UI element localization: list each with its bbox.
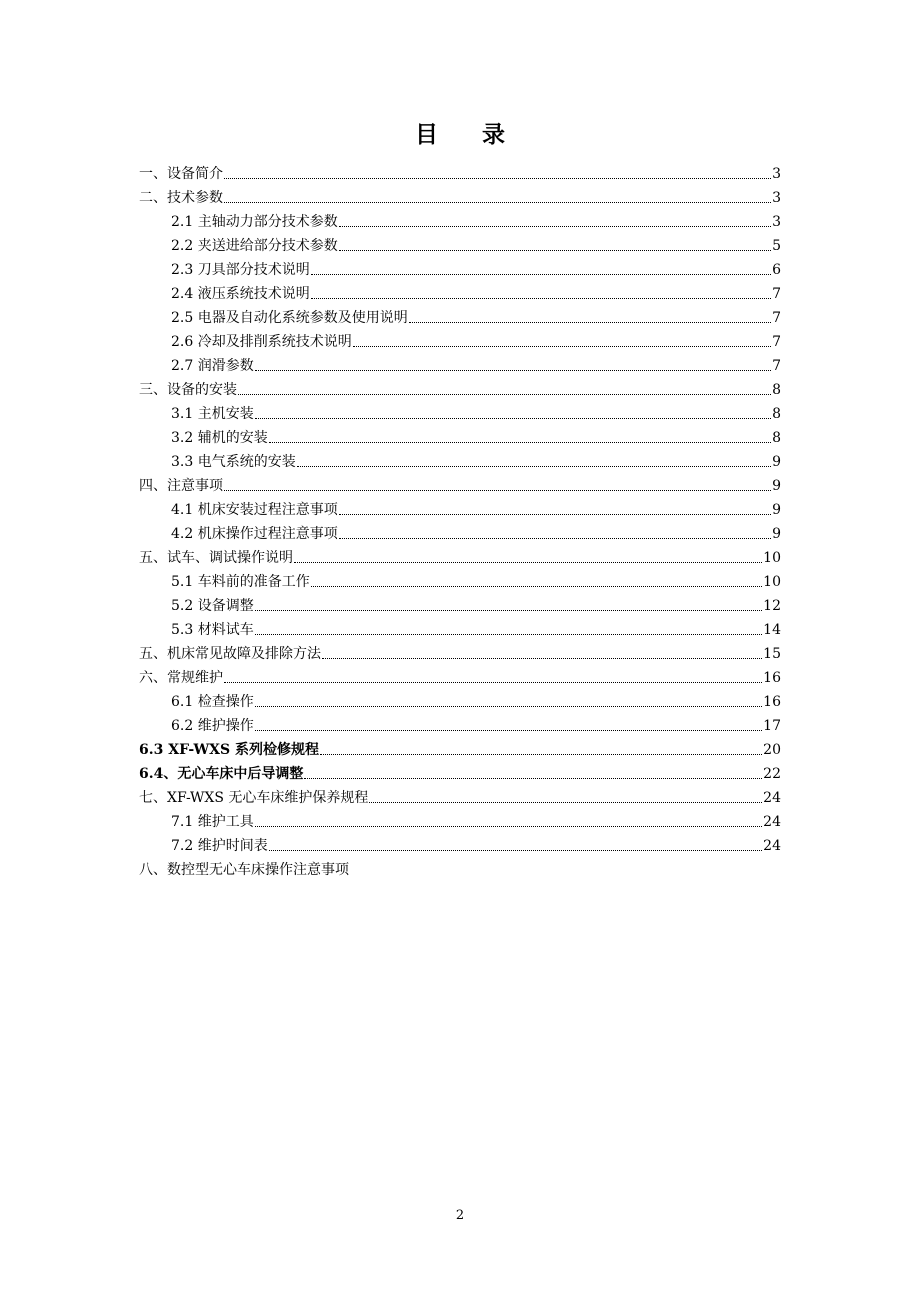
toc-entry[interactable] bbox=[139, 784, 781, 808]
toc-entry-page: 24 bbox=[763, 814, 781, 830]
toc-entry-page: 6 bbox=[772, 262, 781, 278]
toc-entry-title: 5.1 车料前的准备工作 bbox=[171, 574, 310, 590]
toc-entry[interactable] bbox=[139, 808, 781, 832]
toc-entry[interactable] bbox=[139, 712, 781, 736]
toc-entry-page: 8 bbox=[772, 430, 781, 446]
dot-leader bbox=[339, 513, 771, 515]
dot-leader bbox=[224, 681, 762, 683]
toc-entry[interactable] bbox=[139, 256, 781, 280]
toc-entry-title: 7.2 维护时间表 bbox=[171, 838, 268, 854]
toc-entry-page: 12 bbox=[763, 598, 781, 614]
dot-leader bbox=[255, 633, 762, 635]
toc-entry-title: 2.3 刀具部分技术说明 bbox=[171, 262, 310, 278]
toc-entry-page: 20 bbox=[763, 742, 781, 758]
toc-entry[interactable] bbox=[139, 208, 781, 232]
toc-entry[interactable] bbox=[139, 760, 781, 784]
dot-leader bbox=[269, 441, 771, 443]
dot-leader bbox=[255, 609, 762, 611]
toc-entry-title: 3.3 电气系统的安装 bbox=[171, 454, 296, 470]
toc-entry[interactable] bbox=[139, 184, 781, 208]
toc-entry-page: 7 bbox=[772, 286, 781, 302]
toc-entry[interactable] bbox=[139, 520, 781, 544]
toc-entry-title: 五、机床常见故障及排除方法 bbox=[139, 646, 321, 662]
toc-entry-page: 9 bbox=[772, 502, 781, 518]
toc-entry-page: 22 bbox=[763, 766, 781, 782]
toc-entry-title: 5.3 材料试车 bbox=[171, 622, 254, 638]
toc-entry-title: 2.6 冷却及排削系统技术说明 bbox=[171, 334, 352, 350]
toc-entry-page: 9 bbox=[772, 526, 781, 542]
toc-entry[interactable] bbox=[139, 592, 781, 616]
toc-entry-page: 7 bbox=[772, 358, 781, 374]
toc-title: 目 录 bbox=[414, 121, 523, 148]
toc-entry[interactable] bbox=[139, 352, 781, 376]
toc-entry[interactable] bbox=[139, 664, 781, 688]
dot-leader bbox=[311, 297, 771, 299]
toc-entry-page: 10 bbox=[763, 550, 781, 566]
toc-entry-page: 5 bbox=[772, 238, 781, 254]
toc-entry[interactable] bbox=[139, 616, 781, 640]
dot-leader bbox=[224, 201, 771, 203]
toc-entry-title: 3.1 主机安装 bbox=[171, 406, 254, 422]
toc-entry-page: 15 bbox=[763, 646, 781, 662]
toc-entry-title: 3.2 辅机的安装 bbox=[171, 430, 268, 446]
toc-entry-title: 一、设备简介 bbox=[139, 166, 223, 182]
toc-entry-title: 7.1 维护工具 bbox=[171, 814, 254, 830]
page-number: 2 bbox=[455, 1208, 465, 1223]
toc-entry-page: 24 bbox=[763, 790, 781, 806]
toc-entry-page: 3 bbox=[772, 190, 781, 206]
toc-entry-page: 17 bbox=[763, 718, 781, 734]
toc-entry-title: 五、试车、调试操作说明 bbox=[139, 550, 293, 566]
dot-leader bbox=[255, 729, 762, 731]
dot-leader bbox=[238, 393, 771, 395]
toc-entry[interactable] bbox=[139, 232, 781, 256]
toc-entry[interactable] bbox=[139, 496, 781, 520]
toc-entry-page: 7 bbox=[772, 310, 781, 326]
toc-entry-title: 6.4、无心车床中后导调整 bbox=[139, 766, 304, 782]
toc-entry-title: 2.1 主轴动力部分技术参数 bbox=[171, 214, 338, 230]
toc-entry-title: 七、XF-WXS 无心车床维护保养规程 bbox=[139, 790, 369, 806]
toc-entry[interactable] bbox=[139, 640, 781, 664]
dot-leader bbox=[320, 753, 762, 755]
toc-entry-title: 6.1 检查操作 bbox=[171, 694, 254, 710]
dot-leader bbox=[255, 417, 771, 419]
dot-leader bbox=[339, 249, 771, 251]
toc-entry-page: 16 bbox=[763, 670, 781, 686]
toc-entry-page: 3 bbox=[772, 214, 781, 230]
toc-entry-title: 4.2 机床操作过程注意事项 bbox=[171, 526, 338, 542]
toc-entry[interactable] bbox=[139, 472, 781, 496]
toc-entry-page: 16 bbox=[763, 694, 781, 710]
toc-entry[interactable] bbox=[139, 400, 781, 424]
toc-entry[interactable] bbox=[139, 424, 781, 448]
dot-leader bbox=[304, 777, 762, 779]
toc-entry-title: 5.2 设备调整 bbox=[171, 598, 254, 614]
toc-entry-title: 六、常规维护 bbox=[139, 670, 223, 686]
toc-entry[interactable] bbox=[139, 304, 781, 328]
dot-leader bbox=[297, 465, 771, 467]
dot-leader bbox=[224, 177, 771, 179]
toc-entry-title: 6.3 XF-WXS 系列检修规程 bbox=[139, 742, 320, 758]
toc-entry-title: 二、技术参数 bbox=[139, 190, 223, 206]
toc-entry-page: 7 bbox=[772, 334, 781, 350]
toc-entry[interactable] bbox=[139, 544, 781, 568]
toc-entry-title: 2.7 润滑参数 bbox=[171, 358, 254, 374]
dot-leader bbox=[311, 273, 771, 275]
toc-entry[interactable] bbox=[139, 736, 781, 760]
toc-entry-page: 24 bbox=[763, 838, 781, 854]
toc-entry-title: 八、数控型无心车床操作注意事项 bbox=[139, 862, 349, 878]
dot-leader bbox=[339, 225, 771, 227]
toc-entry[interactable] bbox=[139, 376, 781, 400]
dot-leader bbox=[409, 321, 771, 323]
toc-entry-title: 4.1 机床安装过程注意事项 bbox=[171, 502, 338, 518]
toc-entry-title: 四、注意事项 bbox=[139, 478, 223, 494]
toc-entry[interactable] bbox=[139, 280, 781, 304]
dot-leader bbox=[339, 537, 771, 539]
toc-entry-page: 8 bbox=[772, 406, 781, 422]
toc-entry-title: 2.4 液压系统技术说明 bbox=[171, 286, 310, 302]
toc-entry-title: 三、设备的安装 bbox=[139, 382, 237, 398]
dot-leader bbox=[255, 369, 771, 371]
dot-leader bbox=[369, 801, 762, 803]
toc-entry[interactable] bbox=[139, 448, 781, 472]
toc-entry-page: 8 bbox=[772, 382, 781, 398]
dot-leader bbox=[294, 561, 762, 563]
toc-entry[interactable] bbox=[139, 856, 781, 880]
toc-entry[interactable] bbox=[139, 832, 781, 856]
toc-entry-title: 2.5 电器及自动化系统参数及使用说明 bbox=[171, 310, 408, 326]
toc-entry-page: 3 bbox=[772, 166, 781, 182]
toc-entry-page: 14 bbox=[763, 622, 781, 638]
toc-entry-title: 6.2 维护操作 bbox=[171, 718, 254, 734]
dot-leader bbox=[322, 657, 762, 659]
dot-leader bbox=[255, 705, 762, 707]
dot-leader bbox=[269, 849, 762, 851]
dot-leader bbox=[311, 585, 762, 587]
toc-entry[interactable] bbox=[139, 688, 781, 712]
toc-entry-page: 9 bbox=[772, 478, 781, 494]
toc-list bbox=[139, 160, 781, 880]
toc-entry-page: 9 bbox=[772, 454, 781, 470]
toc-entry[interactable] bbox=[139, 160, 781, 184]
dot-leader bbox=[255, 825, 762, 827]
toc-entry-page: 10 bbox=[763, 574, 781, 590]
toc-entry[interactable] bbox=[139, 568, 781, 592]
dot-leader bbox=[224, 489, 771, 491]
toc-entry-title: 2.2 夹送进给部分技术参数 bbox=[171, 238, 338, 254]
toc-entry[interactable] bbox=[139, 328, 781, 352]
dot-leader bbox=[353, 345, 771, 347]
